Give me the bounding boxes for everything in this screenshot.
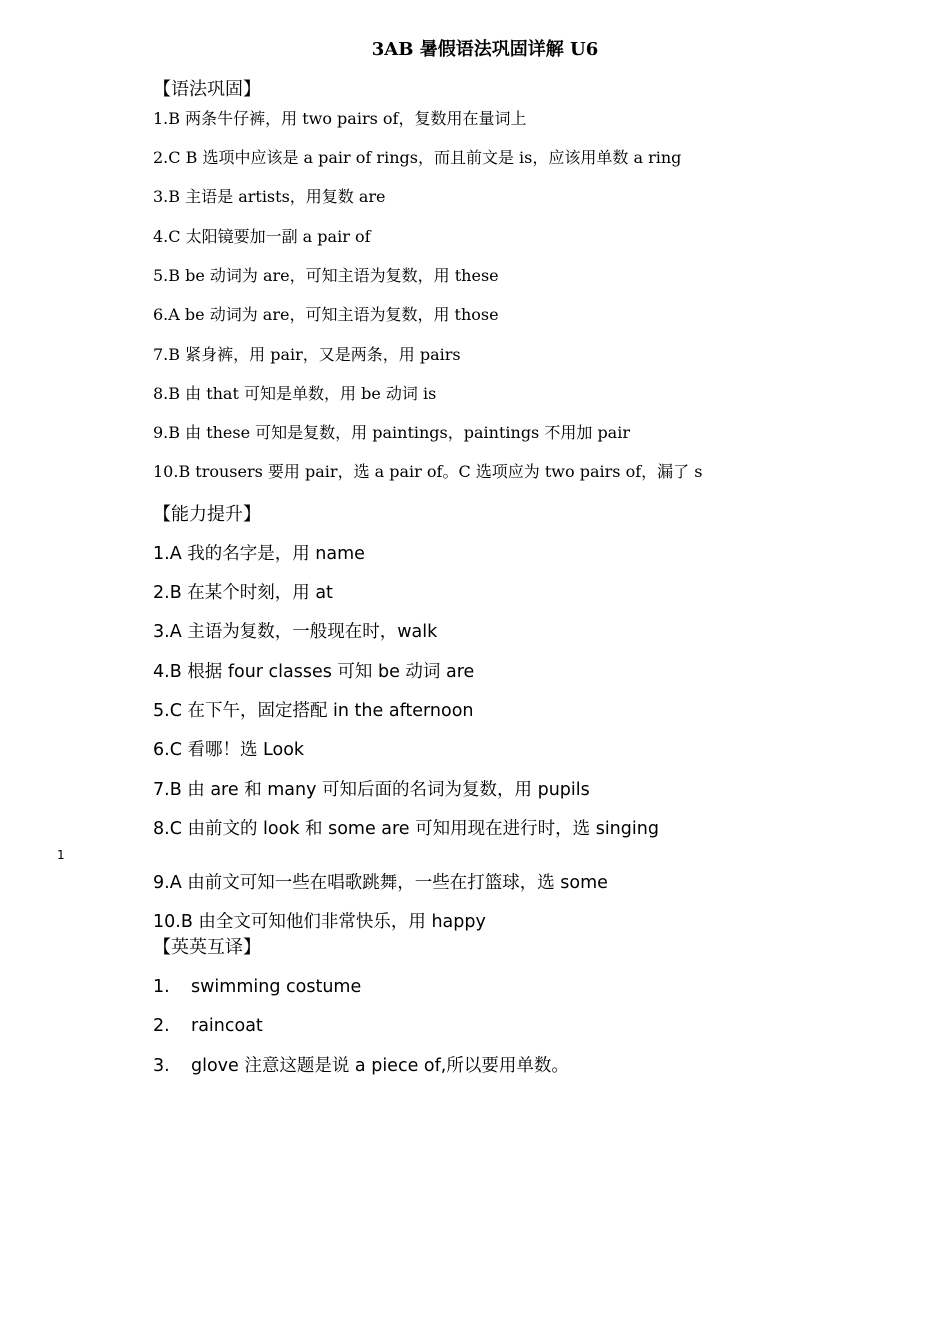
translation-heading: 【英英互译】 — [153, 937, 261, 958]
margin-line-number: 1 — [57, 848, 65, 862]
translation-item — [153, 1014, 263, 1038]
translation-item-number: 3. — [153, 1056, 170, 1076]
grammar-item: 7.B 紧身裤，用 pair，又是两条，用 pairs — [153, 345, 461, 364]
ability-item: 10.B 由全文可知他们非常快乐，用 happy — [153, 912, 486, 932]
ability-item: 2.B 在某个时刻，用 at — [153, 583, 333, 603]
translation-item-number: 2. — [153, 1016, 170, 1036]
grammar-item: 6.A be 动词为 are，可知主语为复数，用 those — [153, 305, 499, 324]
grammar-heading: 【语法巩固】 — [153, 79, 261, 100]
translation-item-number: 1. — [153, 977, 170, 997]
grammar-item: 1.B 两条牛仔裤，用 two pairs of，复数用在量词上 — [153, 109, 527, 128]
translation-item-text: raincoat — [191, 1016, 263, 1036]
ability-item: 7.B 由 are 和 many 可知后面的名词为复数，用 pupils — [153, 780, 590, 800]
ability-item: 5.C 在下午，固定搭配 in the afternoon — [153, 701, 474, 721]
ability-item: 1.A 我的名字是，用 name — [153, 544, 365, 564]
translation-item — [153, 1054, 569, 1078]
translation-item-text: glove 注意这题是说 a piece of,所以要用单数。 — [191, 1056, 569, 1076]
translation-item-text: swimming costume — [191, 977, 362, 997]
ability-item: 4.B 根据 four classes 可知 be 动词 are — [153, 662, 475, 682]
grammar-item: 10.B trousers 要用 pair，选 a pair of。C 选项应为 two pairs of，漏了 s — [153, 462, 703, 481]
grammar-item: 8.B 由 that 可知是单数，用 be 动词 is — [153, 384, 437, 403]
ability-item: 3.A 主语为复数，一般现在时，walk — [153, 622, 438, 642]
grammar-item: 3.B 主语是 artists，用复数 are — [153, 187, 386, 206]
grammar-item: 5.B be 动词为 are，可知主语为复数，用 these — [153, 266, 499, 285]
grammar-item: 9.B 由 these 可知是复数，用 paintings，paintings 不用加 pair — [153, 423, 630, 442]
translation-item — [153, 975, 361, 999]
ability-item: 9.A 由前文可知一些在唱歌跳舞，一些在打篮球，选 some — [153, 873, 608, 893]
ability-item: 6.C 看哪！选 Look — [153, 740, 305, 760]
document-title: 3AB 暑假语法巩固详解 U6 — [371, 39, 599, 60]
ability-heading: 【能力提升】 — [153, 504, 261, 525]
ability-item: 8.C 由前文的 look 和 some are 可知用现在进行时，选 singing — [153, 819, 659, 839]
grammar-item: 2.C B 选项中应该是 a pair of rings，而且前文是 is，应该用单数 a ring — [153, 148, 682, 167]
grammar-item: 4.C 太阳镜要加一副 a pair of — [153, 227, 371, 246]
